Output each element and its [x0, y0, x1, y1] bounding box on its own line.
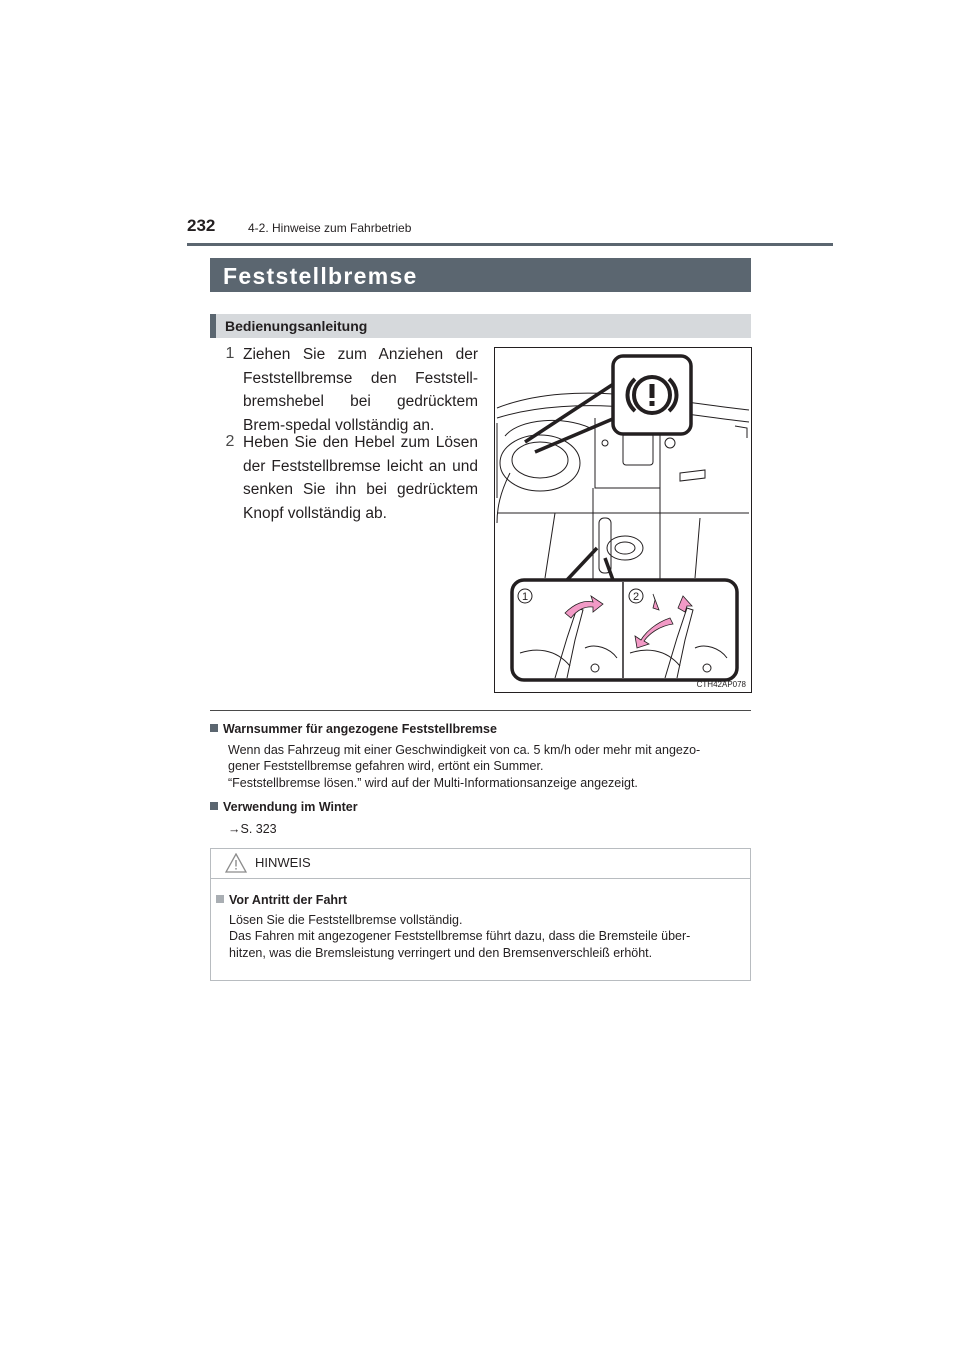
bullet-square-icon	[216, 895, 224, 903]
subheading-bar	[210, 314, 751, 338]
bullet-square-icon	[210, 802, 218, 810]
note-1-line: gener Feststellbremse gefahren wird, ertönt ein Summer.	[228, 759, 544, 774]
section-divider	[210, 710, 751, 711]
step-1-text: Ziehen Sie zum Anziehen der Feststellbremse den Feststell-bremshebel bei gedrücktem Brem-spedal vollständig an.	[243, 346, 478, 434]
page-reference-link[interactable]: →S. 323	[228, 822, 277, 836]
note-1-heading-text: Warnsummer für angezogene Feststellbremse	[223, 722, 497, 736]
page-number: 232	[187, 216, 216, 235]
caution-line: hitzen, was die Bremsleistung verringert und den Bremsenverschleiß erhöht.	[229, 945, 653, 960]
lever-operation-inset	[512, 580, 737, 680]
note-1-line: “Feststellbremse lösen.” wird auf der Multi-Informationsanzeige angezeigt.	[228, 775, 638, 790]
step-1-number: 1	[225, 345, 235, 362]
subheading-accent	[210, 314, 216, 338]
section-title: Feststellbremse	[223, 263, 418, 289]
note-1-body	[228, 742, 748, 791]
illustration-drawing	[495, 348, 751, 692]
note-2-heading-text: Verwendung im Winter	[223, 800, 358, 814]
caution-box	[210, 848, 751, 981]
figure-id: CTH42AP078	[696, 680, 746, 689]
header-rule	[187, 243, 833, 246]
note-1-line: Wenn das Fahrzeug mit einer Geschwindigkeit von ca. 5 km/h oder mehr mit angezo-	[228, 743, 701, 757]
note-2-body	[228, 821, 748, 837]
bullet-square-icon	[210, 724, 218, 732]
note-2-heading	[210, 800, 358, 814]
caution-heading	[216, 893, 347, 907]
caution-label: HINWEIS	[255, 855, 311, 870]
step-2-text: Heben Sie den Hebel zum Lösen der Feststellbremse leicht an und senken Sie ihn bei gedrücktem Knopf vollständig ab.	[243, 434, 478, 522]
caution-line: Das Fahren mit angezogener Feststellbremse führt dazu, dass die Bremsteile über-	[229, 929, 691, 944]
note-1-heading	[210, 722, 497, 736]
caution-heading-text: Vor Antritt der Fahrt	[229, 893, 348, 907]
step-2-number: 2	[225, 433, 235, 450]
warning-triangle-icon	[225, 853, 247, 873]
section-title-bar	[210, 258, 751, 292]
parking-brake-illustration	[494, 347, 752, 693]
caution-header	[211, 849, 750, 879]
running-title: 4-2. Hinweise zum Fahrbetrieb	[248, 221, 412, 235]
caution-body	[229, 912, 744, 961]
inset-label-1: 1	[521, 591, 529, 603]
subheading: Bedienungsanleitung	[225, 318, 368, 334]
inset-label-2: 2	[632, 591, 640, 603]
caution-line: Lösen Sie die Feststellbremse vollständig.	[229, 913, 463, 927]
